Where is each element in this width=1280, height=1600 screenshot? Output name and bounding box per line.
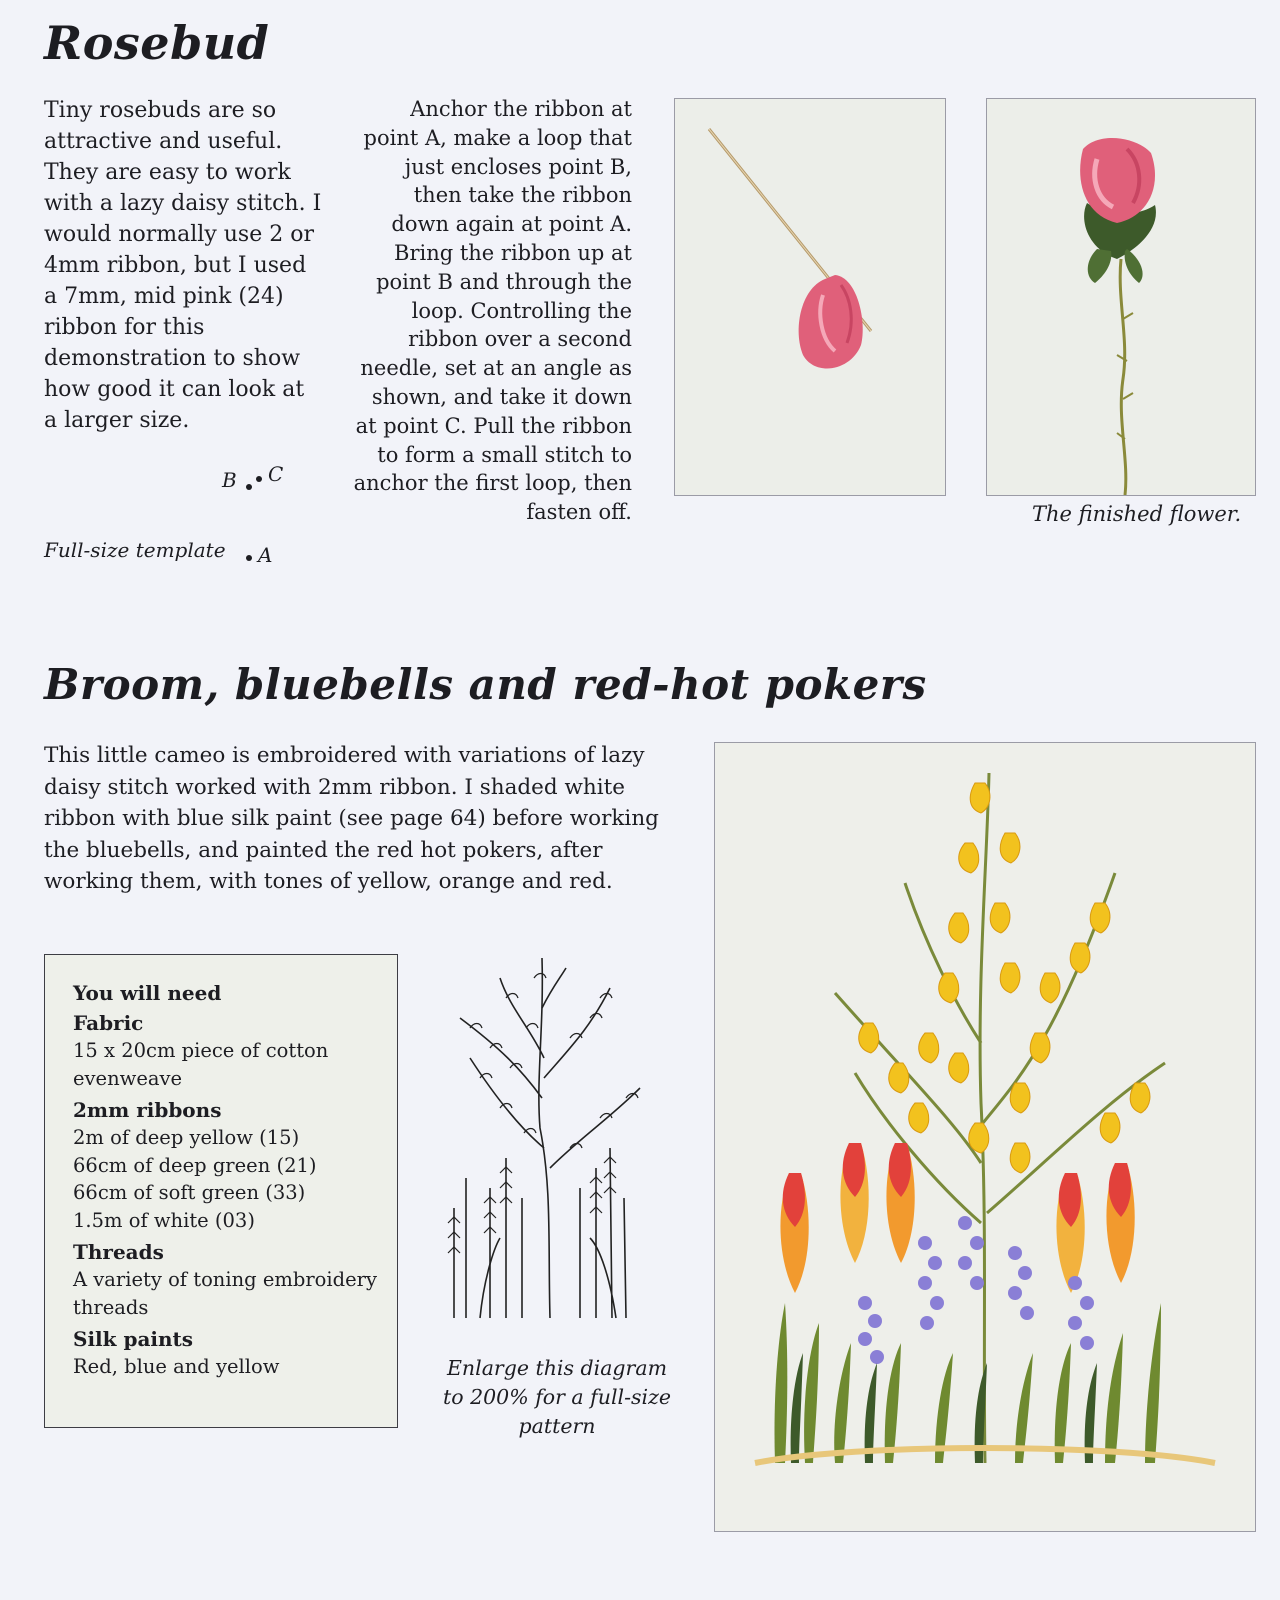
point-b-label: B bbox=[222, 468, 237, 492]
need-item: 15 x 20cm piece of cotton evenweave bbox=[73, 1039, 329, 1090]
finished-rosebud-photo bbox=[986, 98, 1256, 496]
embroidery-image bbox=[715, 743, 1255, 1531]
broom-title: Broom, bluebells and red-hot pokers bbox=[44, 660, 927, 709]
rosebud-steps-text: Anchor the ribbon at point A, make a loop that just encloses point B, then take the ribbon down again at point A. Bring the ribbon up at point B and through the loop. Controlling the ribbon over a second needle, set at an angle as shown, and take it down at point C. Pull the ribbon to form a small stitch to anchor the first loop, then fasten off. bbox=[353, 97, 632, 525]
point-c-dot bbox=[256, 476, 262, 482]
pattern-diagram bbox=[440, 948, 666, 1328]
template-label: Full-size template bbox=[44, 538, 226, 562]
point-c-label: C bbox=[268, 462, 284, 486]
point-a-label: A bbox=[258, 543, 273, 567]
finished-flower-image bbox=[987, 99, 1255, 495]
diagram-caption: Enlarge this diagram to 200% for a full-size pattern bbox=[442, 1356, 672, 1438]
need-section-heading: Fabric bbox=[73, 1011, 144, 1035]
needle-loop-image bbox=[675, 99, 945, 495]
rosebud-intro-text: Tiny rosebuds are so attractive and useful. They are easy to work with a lazy daisy stitch. I would normally use 2 or 4mm ribbon, but I used a 7mm, mid pink (24) ribbon for this demonstration to show how good it can look at a larger size. bbox=[44, 98, 322, 433]
broom-intro-text: This little cameo is embroidered with variations of lazy daisy stitch worked with 2mm ribbon. I shaded white ribbon with blue silk paint (see page 64) before working the bluebells, and painted the red hot pokers, after working them, with tones of yellow, orange and red. bbox=[44, 743, 659, 894]
you-will-need-box bbox=[44, 954, 398, 1428]
stem-shape bbox=[1120, 259, 1126, 495]
need-item: 1.5m of white (03) bbox=[73, 1208, 255, 1232]
point-b-dot bbox=[246, 484, 252, 490]
need-item: 66cm of soft green (33) bbox=[73, 1181, 306, 1204]
need-section-heading: 2mm ribbons bbox=[73, 1098, 222, 1122]
rosebud-step-photo bbox=[674, 98, 946, 496]
ribbon-loop-shape bbox=[799, 275, 863, 368]
need-item: 66cm of deep green (21) bbox=[73, 1153, 317, 1177]
need-section-heading: Threads bbox=[73, 1240, 164, 1264]
need-item: 2m of deep yellow (15) bbox=[73, 1126, 300, 1149]
need-section-heading: Silk paints bbox=[73, 1327, 194, 1351]
need-item: A variety of toning embroidery threads bbox=[73, 1268, 378, 1319]
rosebud-title: Rosebud bbox=[44, 16, 270, 70]
you-will-need-title: You will need bbox=[73, 981, 222, 1005]
broom-bluebells-photo bbox=[714, 742, 1256, 1532]
need-item: Red, blue and yellow bbox=[73, 1355, 280, 1378]
finished-flower-caption: The finished flower. bbox=[1032, 502, 1242, 526]
point-a-dot bbox=[246, 555, 252, 561]
pattern-line-drawing bbox=[440, 948, 666, 1328]
